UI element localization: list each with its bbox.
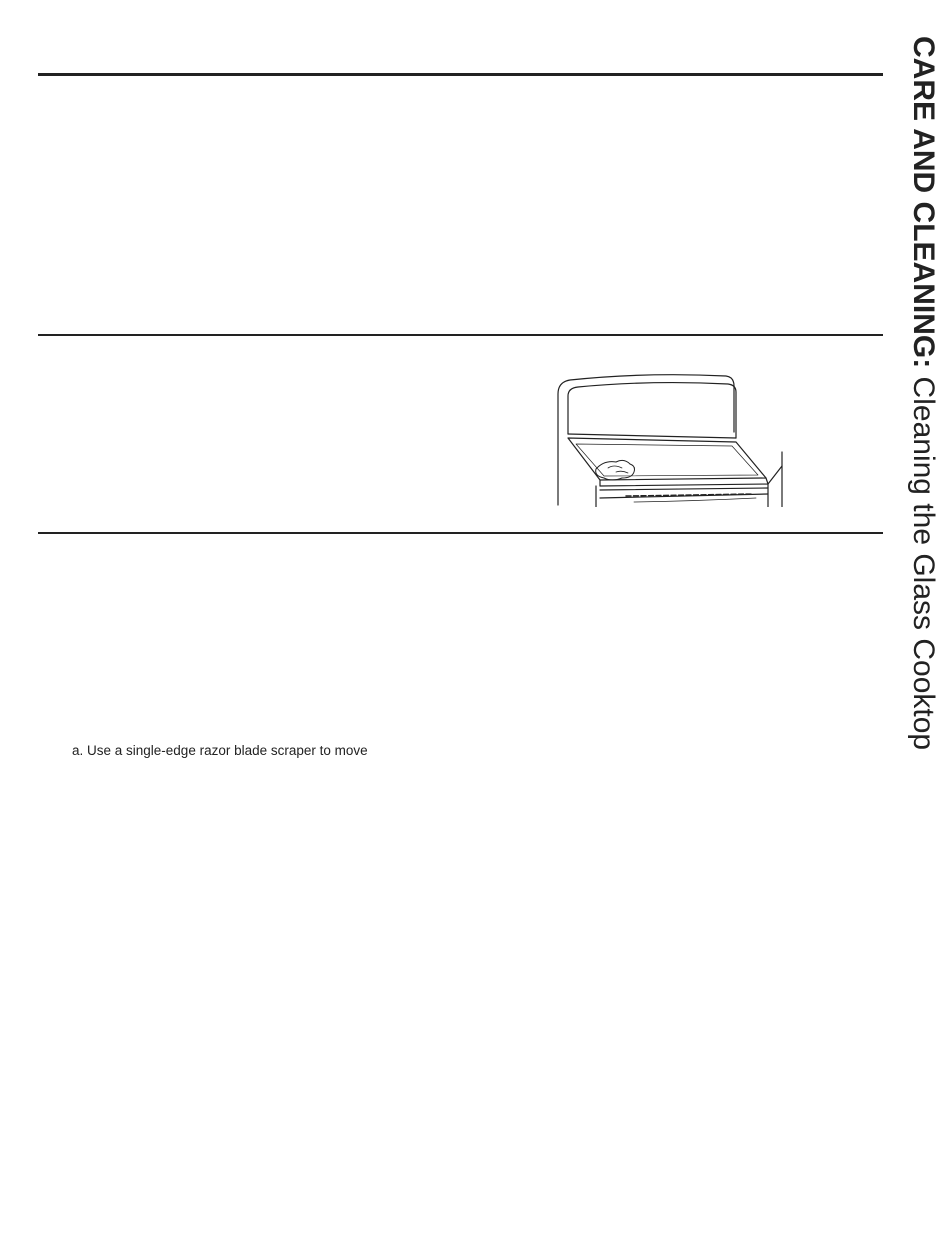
side-section-title (905, 36, 941, 836)
top-rule (38, 73, 883, 76)
step-a-text: a. Use a single-edge razor blade scraper to move (72, 743, 368, 758)
topic-name: Cleaning the Glass Cooktop (907, 368, 940, 751)
section-rule (38, 334, 883, 336)
range-cooktop-illustration (556, 374, 784, 507)
section-name: CARE AND CLEANING: (907, 36, 940, 369)
section-rule (38, 532, 883, 534)
